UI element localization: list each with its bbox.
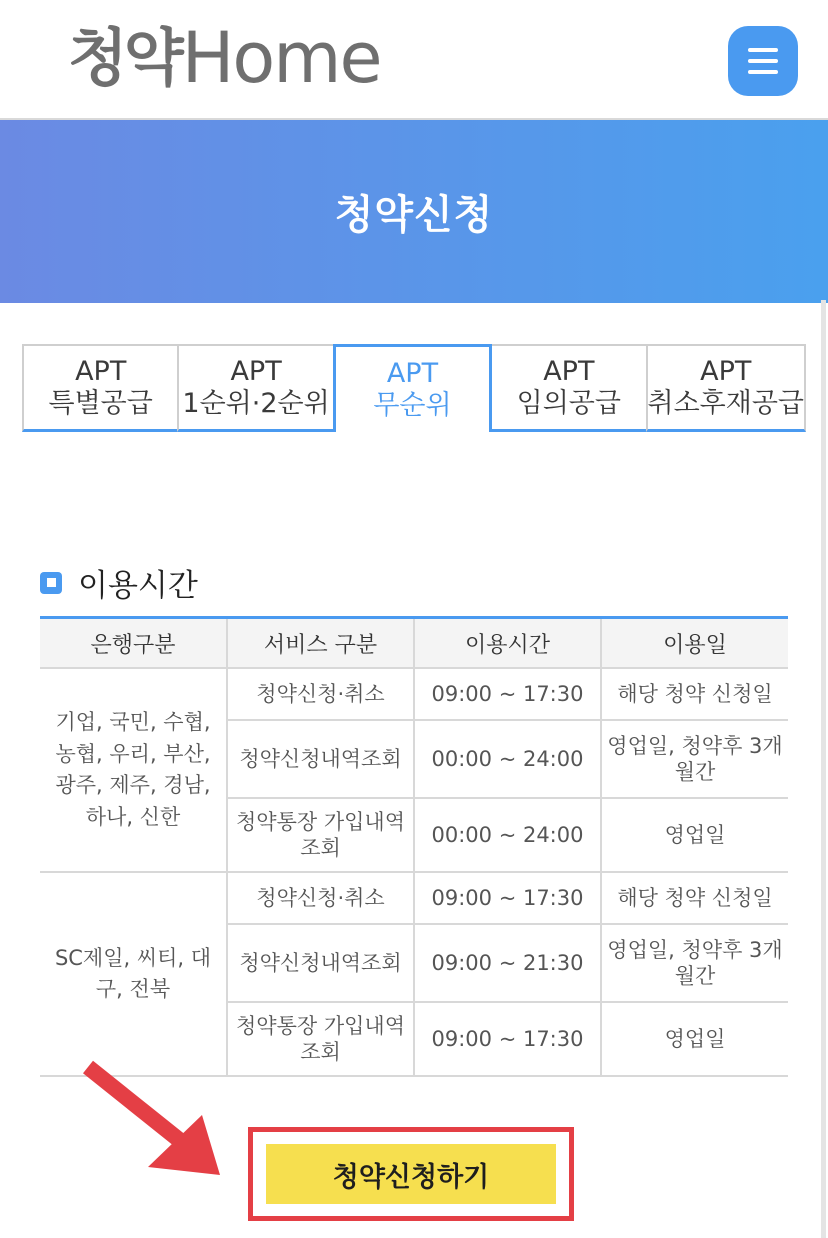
tab-bar — [22, 344, 806, 432]
time-cell: 09:00 ~ 17:30 — [414, 1002, 601, 1076]
tab-label-line2: 특별공급 — [48, 387, 153, 419]
days-cell: 영업일 — [601, 798, 788, 872]
tab-apt-rank[interactable] — [177, 344, 334, 432]
page-title: 청약신청 — [334, 192, 494, 238]
days-cell: 해당 청약 신청일 — [601, 668, 788, 720]
time-cell: 00:00 ~ 24:00 — [414, 720, 601, 798]
page-banner — [0, 120, 828, 303]
tab-apt-resupply[interactable] — [646, 344, 807, 432]
tab-label-line2: 무순위 — [373, 389, 452, 421]
apply-subscription-button[interactable]: 청약신청하기 — [266, 1144, 556, 1204]
section-title: 이용시간 — [78, 568, 198, 604]
tab-label-line1: APT — [543, 356, 595, 388]
tab-label-line2: 취소후재공급 — [647, 387, 804, 419]
column-header-bank: 은행구분 — [40, 618, 227, 669]
column-header-days: 이용일 — [601, 618, 788, 669]
hamburger-menu-button[interactable] — [728, 26, 798, 96]
section-heading — [40, 560, 198, 605]
tab-apt-no-rank[interactable] — [333, 344, 492, 432]
table-row — [40, 668, 788, 720]
service-cell: 청약신청내역조회 — [227, 720, 414, 798]
header — [0, 0, 828, 120]
scrollbar[interactable] — [821, 300, 826, 1238]
service-cell: 청약신청내역조회 — [227, 924, 414, 1002]
square-bullet-icon — [40, 572, 62, 594]
logo[interactable] — [68, 18, 381, 98]
table-row — [40, 872, 788, 924]
time-cell: 00:00 ~ 24:00 — [414, 798, 601, 872]
tab-label-line1: APT — [386, 358, 439, 390]
tab-label-line1: APT — [230, 356, 282, 388]
tab-label-line1: APT — [75, 356, 127, 388]
logo-english: Home — [181, 17, 381, 99]
tab-apt-special[interactable] — [22, 344, 179, 432]
logo-korean: 청약 — [68, 21, 180, 94]
hours-table — [40, 616, 788, 1077]
bank-group-cell: 기업, 국민, 수협, 농협, 우리, 부산, 광주, 제주, 경남, 하나, 신한 — [40, 668, 227, 872]
days-cell: 영업일, 청약후 3개월간 — [601, 720, 788, 798]
time-cell: 09:00 ~ 17:30 — [414, 668, 601, 720]
column-header-service: 서비스 구분 — [227, 618, 414, 669]
days-cell: 영업일 — [601, 1002, 788, 1076]
tab-apt-optional[interactable] — [490, 344, 647, 432]
days-cell: 영업일, 청약후 3개월간 — [601, 924, 788, 1002]
service-cell: 청약통장 가입내역조회 — [227, 1002, 414, 1076]
red-arrow-annotation — [70, 1055, 240, 1185]
tab-label-line2: 1순위·2순위 — [182, 387, 330, 419]
tab-label-line1: APT — [700, 356, 752, 388]
service-cell: 청약신청·취소 — [227, 668, 414, 720]
time-cell: 09:00 ~ 17:30 — [414, 872, 601, 924]
menu-bar-icon — [748, 48, 778, 52]
table-header-row — [40, 618, 788, 669]
time-cell: 09:00 ~ 21:30 — [414, 924, 601, 1002]
service-cell: 청약통장 가입내역조회 — [227, 798, 414, 872]
menu-bar-icon — [748, 59, 778, 63]
days-cell: 해당 청약 신청일 — [601, 872, 788, 924]
menu-bar-icon — [748, 70, 778, 74]
tab-label-line2: 임의공급 — [516, 387, 621, 419]
service-cell: 청약신청·취소 — [227, 872, 414, 924]
bank-group-cell: SC제일, 씨티, 대구, 전북 — [40, 872, 227, 1076]
column-header-time: 이용시간 — [414, 618, 601, 669]
